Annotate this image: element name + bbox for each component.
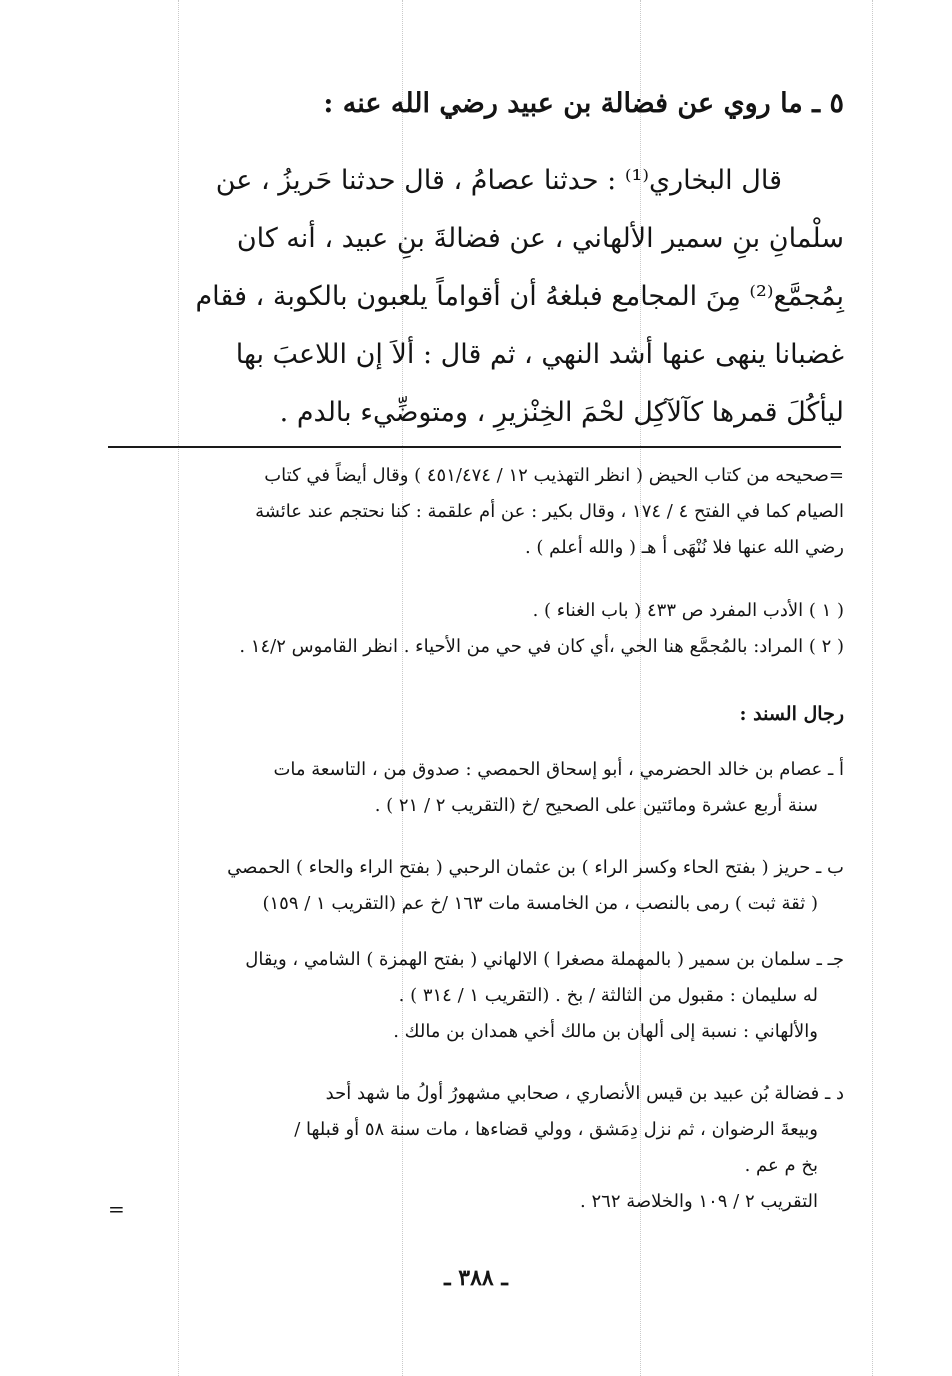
narrator-entry-d: [110, 1076, 844, 1220]
footnote-line: =صحيحه من كتاب الحيض ( انظر التهذيب ١٢ / ٤٥١/٤٧٤ ) وقال أيضاً في كتاب: [264, 465, 844, 486]
narrator-entry-b: [110, 850, 844, 922]
text-line: ليأكُلَ قمرها كآلآكِل لحْمَ الخِنْزيرِ ، ومتوضِّيء بالدم .: [279, 397, 844, 428]
narrator-line: أ ـ عصام بن خالد الحضرمي ، أبو إسحاق الحمصي : صدوق من ، التاسعة مات: [273, 759, 844, 780]
narrator-line: د ـ فضالة بُن عبيد بن قيس الأنصاري ، صحابي مشهورُ أولُ ما شهد أحد: [325, 1083, 844, 1104]
narrators-title: رجال السند :: [739, 703, 844, 725]
narrator-line: سنة أربع عشرة ومائتين على الصحيح /خ (التقريب ٢ / ٢١ ) .: [374, 795, 818, 816]
footnote-1: ( ١ ) الأدب المفرد ص ٤٣٣ ( باب الغناء ) .: [532, 600, 844, 621]
narrator-line: بخ م عم .: [744, 1155, 818, 1176]
page-number: ـ ٣٨٨ ـ: [444, 1265, 508, 1291]
text-line: قال البخاري⁽¹⁾ : حدثنا عصامُ ، قال حدثنا حَريزُ ، عن: [215, 165, 782, 196]
narrator-line: له سليمان : مقبول من الثالثة / بخ . (التقريب ١ / ٣١٤ ) .: [398, 985, 818, 1006]
narrator-line: جـ ـ سلمان بن سمير ( بالمهملة مصغرا ) الالهاني ( بفتح الهمزة ) الشامي ، ويقال: [245, 949, 844, 970]
footnote-continuation: [110, 458, 844, 566]
narrator-line: ب ـ حريز ( بفتح الحاء وكسر الراء ) بن عثمان الرحبي ( بفتح الراء والحاء ) الحمصي: [227, 857, 844, 878]
narrator-line: ( ثقة ثبت ) رمى بالنصب ، من الخامسة مات ١٦٣ /خ عم (التقريب ١ / ١٥٩): [262, 893, 818, 914]
footnote-line: رضي الله عنها فلا نُنْهَى أ هـ ( والله أعلم ) .: [524, 537, 844, 558]
narrator-entry-a: [110, 752, 844, 824]
section-heading: ٥ ـ ما روي عن فضالة بن عبيد رضي الله عنه :: [323, 88, 844, 119]
footnote-2: ( ٢ ) المراد: بالمُجمَّع هنا الحي ،أي كان في حي من الأحياء . انظر القاموس ١٤/٢ .: [239, 636, 844, 657]
narrator-entry-c: [110, 942, 844, 1050]
narrator-line: والألهاني : نسبة إلى ألهان بن مالك أخي همدان بن مالك .: [393, 1021, 818, 1042]
text-line: سلْمانِ بنِ سمير الألهاني ، عن فضالةَ بنِ عبيد ، أنه كان: [236, 223, 844, 254]
narrator-line: التقريب ٢ / ١٠٩ والخلاصة ٢٦٢ .: [580, 1191, 818, 1212]
narrator-line: وبيعةَ الرضوان ، ثم نزل دِمَشق ، وولي قضاءها ، مات سنة ٥٨ أو قبلها /: [294, 1119, 818, 1140]
footnotes: [110, 593, 844, 665]
scan-dotted-line: [872, 0, 873, 1376]
footnote-separator: [108, 446, 841, 448]
footnote-line: الصيام كما في الفتح ٤ / ١٧٤ ، وقال بكير : عن أم علقمة : كنا نحتجم عند عائشة: [255, 501, 844, 522]
text-line: بِمُجمَّع⁽²⁾ مِنَ المجامع فبلغهُ أن أقواماً يلعبون بالكوبة ، فقام: [195, 281, 844, 312]
hadith-text: [110, 152, 844, 442]
continuation-mark: =: [108, 1197, 125, 1221]
text-line: غضبانا ينهى عنها أشد النهي ، ثم قال : ألاَ إن اللاعبَ بها: [235, 339, 844, 370]
